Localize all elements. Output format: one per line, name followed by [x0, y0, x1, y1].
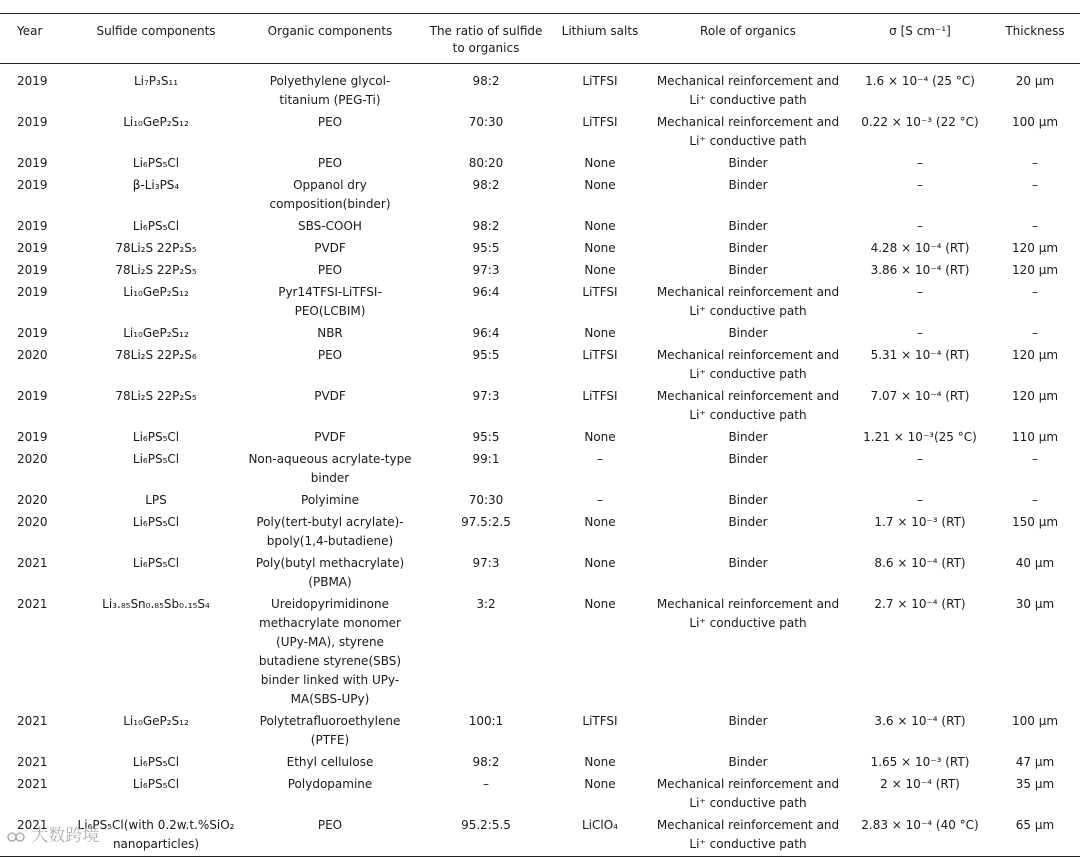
cell-year: 2020 [17, 493, 48, 507]
cell-salt: LiClO₄ [554, 815, 646, 857]
cell-role: Binder [728, 178, 768, 192]
cell-year: 2019 [17, 156, 48, 170]
cell-organic: Non-aqueous acrylate-type binder [248, 452, 412, 485]
cell-ratio: 70:30 [468, 493, 504, 507]
cell-year: 2021 [17, 556, 48, 570]
cell-year: 2020 [17, 452, 48, 466]
cell-organic: PVDF [314, 241, 346, 255]
cell-year: 2019 [17, 389, 48, 403]
cell-year: 2019 [17, 74, 48, 88]
cell-role: Mechanical reinforcement and Li⁺ conductive path [646, 815, 850, 857]
cell-organic: Poly(tert-butyl acrylate)-bpoly(1,4-butadiene) [256, 515, 404, 548]
table-row [0, 512, 1080, 553]
table-row [0, 345, 1080, 386]
cell-sulfide: Li₃.₈₅Sn₀.₈₅Sb₀.₁₅S₄ [102, 597, 210, 611]
cell-sigma: 5.31 × 10⁻⁴ (RT) [870, 348, 970, 362]
cell-year: 2021 [17, 714, 48, 728]
cell-salt: LiTFSI [582, 115, 618, 129]
cell-thickness: – [1032, 156, 1038, 170]
cell-ratio: 3:2 [476, 597, 496, 611]
cell-salt: – [597, 452, 603, 466]
cell-ratio: 95:5 [472, 348, 500, 362]
cell-salt: LiTFSI [582, 285, 618, 299]
cell-sulfide: Li₁₀GeP₂S₁₂ [123, 285, 189, 299]
cell-sulfide: Li₆PS₅Cl [132, 156, 180, 170]
cell-thickness: 40 μm [1015, 556, 1055, 570]
table-row [0, 774, 1080, 815]
cell-year: 2019 [17, 326, 48, 340]
cell-organic: PEO [317, 348, 343, 362]
table-row [0, 260, 1080, 282]
table-row [0, 815, 1080, 857]
cell-salt: None [584, 515, 616, 529]
cell-role: Mechanical reinforcement and Li⁺ conductive path [656, 115, 840, 148]
cell-sulfide: Li₇P₃S₁₁ [133, 74, 179, 88]
cell-year: 2019 [17, 219, 48, 233]
cell-thickness: 30 μm [1015, 597, 1055, 611]
cell-sigma: 2.83 × 10⁻⁴ (40 °C) [850, 815, 990, 857]
cell-salt: None [584, 777, 616, 791]
cell-sulfide: Li₆PS₅Cl [132, 452, 180, 466]
cell-salt: LiTFSI [582, 348, 618, 362]
cell-sigma: 3.6 × 10⁻⁴ (RT) [874, 714, 966, 728]
header-row [0, 14, 1080, 64]
cell-ratio: 99:1 [472, 452, 500, 466]
cell-organic: Ethyl cellulose [286, 755, 374, 769]
cell-ratio: 96:4 [472, 326, 500, 340]
cell-ratio: 80:20 [468, 156, 504, 170]
cell-organic: NBR [317, 326, 343, 340]
cell-role: Binder [728, 515, 768, 529]
cell-role: Mechanical reinforcement and Li⁺ conductive path [656, 285, 840, 318]
table-row [0, 386, 1080, 427]
data-table [0, 13, 1080, 857]
cell-thickness: 47 μm [1015, 755, 1055, 769]
cell-organic: Oppanol dry composition(binder) [269, 178, 391, 211]
cell-role: Binder [728, 156, 768, 170]
cell-thickness: 100 μm [1011, 714, 1059, 728]
table-row [0, 153, 1080, 175]
cell-year: 2019 [17, 241, 48, 255]
cell-year: 2019 [17, 430, 48, 444]
cell-sigma: 1.6 × 10⁻⁴ (25 °C) [865, 74, 975, 88]
table-row [0, 752, 1080, 774]
cell-role: Binder [728, 241, 768, 255]
cell-role: Binder [728, 219, 768, 233]
cell-sigma: 8.6 × 10⁻⁴ (RT) [874, 556, 966, 570]
cell-thickness: – [1032, 493, 1038, 507]
cell-sigma: – [917, 156, 923, 170]
cell-thickness: 120 μm [1011, 241, 1059, 255]
cell-ratio: 100:1 [468, 714, 504, 728]
cell-role: Binder [728, 263, 768, 277]
cell-salt: – [597, 493, 603, 507]
cell-sulfide: LPS [145, 493, 167, 507]
cell-ratio: 97:3 [472, 389, 500, 403]
table-row [0, 175, 1080, 216]
watermark-text: 大数跨境 [31, 826, 100, 846]
cell-sulfide: β-Li₃PS₄ [132, 178, 180, 192]
cell-salt: None [584, 556, 616, 570]
cell-thickness: – [1032, 452, 1038, 466]
cell-salt: LiTFSI [582, 714, 618, 728]
header-thickness: Thickness [990, 14, 1080, 64]
cell-sigma: 2.7 × 10⁻⁴ (RT) [874, 597, 966, 611]
cell-salt: LiTFSI [582, 74, 618, 88]
cell-thickness: 120 μm [1011, 348, 1059, 362]
table-row [0, 238, 1080, 260]
cell-sigma: 0.22 × 10⁻³ (22 °C) [861, 115, 979, 129]
cell-sulfide: Li₆PS₅Cl(with 0.2w.t.%SiO₂ nanoparticles) [70, 815, 242, 857]
cell-sigma: 7.07 × 10⁻⁴ (RT) [870, 389, 970, 403]
header-year: Year [0, 14, 70, 64]
cell-role: Mechanical reinforcement and Li⁺ conductive path [656, 777, 840, 810]
cell-role: Mechanical reinforcement and Li⁺ conductive path [656, 597, 840, 630]
cell-ratio: 96:4 [472, 285, 500, 299]
cell-salt: None [584, 241, 616, 255]
cell-thickness: – [1032, 178, 1038, 192]
table-row [0, 64, 1080, 113]
cell-role: Mechanical reinforcement and Li⁺ conductive path [656, 389, 840, 422]
cell-thickness: 150 μm [1011, 515, 1059, 529]
cell-year: 2020 [17, 515, 48, 529]
cell-salt: LiTFSI [582, 389, 618, 403]
cell-organic: PVDF [314, 389, 346, 403]
table-row [0, 711, 1080, 752]
cell-thickness: 35 μm [1015, 777, 1055, 791]
table-row [0, 553, 1080, 594]
cell-role: Mechanical reinforcement and Li⁺ conductive path [656, 348, 840, 381]
cell-role: Binder [728, 556, 768, 570]
cell-ratio: 95:5 [472, 241, 500, 255]
cell-sulfide: Li₁₀GeP₂S₁₂ [123, 115, 189, 129]
header-organic: Organic components [242, 14, 418, 64]
header-sulfide: Sulfide components [70, 14, 242, 64]
table-row [0, 323, 1080, 345]
cell-sigma: 1.65 × 10⁻³ (RT) [870, 755, 970, 769]
header-salt: Lithium salts [554, 14, 646, 64]
header-sigma: σ [S cm⁻¹] [850, 14, 990, 64]
cell-organic: SBS-COOH [298, 219, 362, 233]
table-body [0, 64, 1080, 857]
cell-sigma: 2 × 10⁻⁴ (RT) [880, 777, 960, 791]
cell-sulfide: Li₆PS₅Cl [132, 515, 180, 529]
cell-organic: Pyr14TFSI-LiTFSI-PEO(LCBIM) [278, 285, 382, 318]
cell-year: 2019 [17, 263, 48, 277]
table-row [0, 594, 1080, 711]
cell-role: Binder [728, 493, 768, 507]
cell-ratio: 98:2 [472, 755, 500, 769]
cell-role: Binder [728, 430, 768, 444]
cell-ratio: 98:2 [472, 74, 500, 88]
cell-organic: PEO [317, 263, 343, 277]
cell-organic: Polyethylene glycol-titanium (PEG-Ti) [269, 74, 391, 107]
cell-organic: Polytetrafluoroethylene (PTFE) [259, 714, 401, 747]
cell-thickness: 20 μm [1015, 74, 1055, 88]
cell-organic: Poly(butyl methacrylate)(PBMA) [255, 556, 405, 589]
cell-ratio: 95.2:5.5 [418, 815, 554, 857]
cell-salt: None [584, 755, 616, 769]
cell-sigma: 1.7 × 10⁻³ (RT) [874, 515, 966, 529]
cell-salt: None [584, 219, 616, 233]
cell-ratio: 70:30 [468, 115, 504, 129]
cell-sulfide: Li₁₀GeP₂S₁₂ [123, 714, 189, 728]
cell-sigma: 3.86 × 10⁻⁴ (RT) [870, 263, 970, 277]
cell-year: 2019 [17, 115, 48, 129]
cell-salt: None [584, 178, 616, 192]
cell-sigma: – [917, 285, 923, 299]
cell-sulfide: 78Li₂S 22P₂S₅ [115, 263, 197, 277]
cell-sulfide: Li₆PS₅Cl [132, 556, 180, 570]
cell-sulfide: 78Li₂S 22P₂S₅ [115, 389, 197, 403]
cell-sulfide: Li₁₀GeP₂S₁₂ [123, 326, 189, 340]
cell-year: 2019 [17, 178, 48, 192]
cell-sulfide: Li₆PS₅Cl [132, 777, 180, 791]
cell-thickness: 120 μm [1011, 263, 1059, 277]
cell-sigma: – [917, 452, 923, 466]
cell-sulfide: Li₆PS₅Cl [132, 755, 180, 769]
cell-organic: PVDF [314, 430, 346, 444]
cell-role: Binder [728, 714, 768, 728]
cell-year: 2021 [17, 597, 48, 611]
cell-sulfide: 78Li₂S 22P₂S₆ [115, 348, 197, 362]
cell-ratio: 98:2 [472, 178, 500, 192]
cell-thickness: 110 μm [1011, 430, 1059, 444]
cell-ratio: 97:3 [472, 263, 500, 277]
cell-role: Binder [728, 452, 768, 466]
cell-year: 2020 [17, 348, 48, 362]
cell-ratio: 97:3 [472, 556, 500, 570]
cell-organic: Ureidopyrimidinone methacrylate monomer (UPy-MA), styrene butadiene styrene(SBS) binder linked with UPy-MA(SBS-UPy) [258, 597, 402, 706]
cell-thickness: 100 μm [1011, 115, 1059, 129]
cell-organic: Polydopamine [287, 777, 373, 791]
cell-sigma: – [917, 493, 923, 507]
cell-year: 2019 [17, 285, 48, 299]
table-row [0, 427, 1080, 449]
cell-organic: Polyimine [301, 493, 359, 507]
cell-organic: PEO [317, 156, 343, 170]
cell-ratio: – [483, 777, 489, 791]
table-row [0, 282, 1080, 323]
cell-year: 2021 [17, 777, 48, 791]
table-row [0, 112, 1080, 153]
cell-role: Binder [728, 326, 768, 340]
cell-salt: None [584, 263, 616, 277]
header-ratio: The ratio of sulfide to organics [418, 14, 554, 64]
cell-thickness: 120 μm [1011, 389, 1059, 403]
header-role: Role of organics [646, 14, 850, 64]
cell-year: 2021 [17, 755, 48, 769]
cell-thickness: – [1032, 219, 1038, 233]
cell-organic: PEO [317, 115, 343, 129]
table-row [0, 216, 1080, 238]
cell-sigma: 4.28 × 10⁻⁴ (RT) [870, 241, 970, 255]
cell-sulfide: Li₆PS₅Cl [132, 430, 180, 444]
cell-thickness: – [1032, 326, 1038, 340]
cell-thickness: 65 μm [990, 815, 1080, 857]
table-row [0, 449, 1080, 490]
cell-sigma: 1.21 × 10⁻³(25 °C) [863, 430, 977, 444]
cell-role: Binder [728, 755, 768, 769]
cell-year: 2021 [0, 815, 70, 857]
cell-ratio: 98:2 [472, 219, 500, 233]
cell-salt: None [584, 326, 616, 340]
cell-ratio: 95:5 [472, 430, 500, 444]
cell-sigma: – [917, 219, 923, 233]
cell-organic: PEO [242, 815, 418, 857]
cell-sigma: – [917, 326, 923, 340]
cell-salt: None [584, 597, 616, 611]
cell-ratio: 97.5:2.5 [461, 515, 511, 529]
cell-thickness: – [1032, 285, 1038, 299]
cell-sulfide: 78Li₂S 22P₂S₅ [115, 241, 197, 255]
cell-sigma: – [917, 178, 923, 192]
cell-sulfide: Li₆PS₅Cl [132, 219, 180, 233]
cell-role: Mechanical reinforcement and Li⁺ conductive path [656, 74, 840, 107]
cell-salt: None [584, 156, 616, 170]
table-row [0, 490, 1080, 512]
cell-salt: None [584, 430, 616, 444]
